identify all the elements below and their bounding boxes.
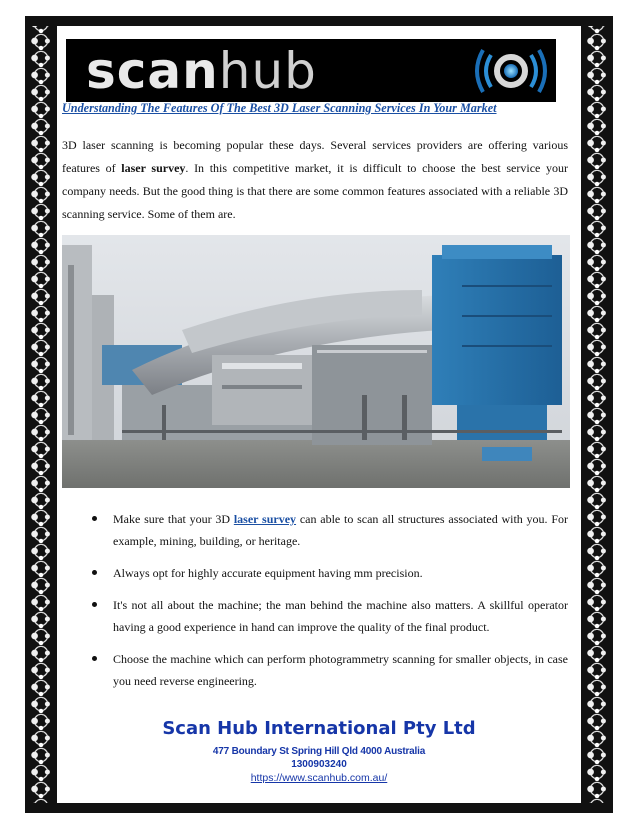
ornamental-border-top: [25, 16, 613, 26]
scanner-waves-icon: [471, 45, 551, 97]
article-title: Understanding The Features Of The Best 3D Laser Scanning Services In Your Market: [62, 101, 497, 115]
industrial-plant-photo: [62, 235, 570, 488]
bullet-dot-icon: [92, 602, 97, 607]
list-item: [92, 648, 568, 692]
logo-wordmark-light: hub: [218, 42, 317, 100]
list-item: [92, 562, 568, 584]
list-item-text: Choose the machine which can perform photogrammetry scanning for smaller objects, in case you need reverse engineering.: [113, 652, 568, 688]
company-address: 477 Boundary St Spring Hill Qld 4000 Australia: [212, 746, 426, 757]
intro-bold-term: laser survey: [121, 161, 186, 175]
intro-paragraph: [62, 134, 568, 226]
bullet-dot-icon: [92, 656, 97, 661]
ornamental-border-right: [581, 16, 613, 813]
intro-text-2: . In this competitive market, it is difficult to choose the best service your company needs. But the good thing is that there are some common features associated with a reliable 3D scanning service. Some of them are.: [62, 161, 569, 221]
bullet-dot-icon: [92, 570, 97, 575]
scanhub-logo: [66, 39, 556, 102]
intro-text-1: 3D laser scanning is becoming popular these days. Several services providers are offering various features of: [62, 138, 568, 175]
bullet-dot-icon: [92, 516, 97, 521]
list-item-text: can able to scan all structures associated with you. For example, mining, building, or heritage.: [113, 512, 568, 548]
company-website-link[interactable]: https://www.scanhub.com.au/: [250, 772, 388, 784]
list-item: [92, 508, 568, 552]
laser-survey-link[interactable]: laser survey: [233, 512, 297, 526]
ornamental-border-bottom: [25, 803, 613, 813]
list-item-text: It's not all about the machine; the man behind the machine also matters. A skillful operator having a good experience in hand can improve the quality of the final product.: [113, 598, 568, 634]
logo-wordmark: [86, 43, 317, 99]
list-item-text: Always opt for highly accurate equipment having mm precision.: [113, 566, 423, 580]
ornamental-border-left: [25, 16, 57, 813]
feature-list: [92, 508, 568, 702]
list-item: [92, 594, 568, 638]
logo-wordmark-bold: scan: [86, 42, 219, 100]
company-phone: 1300903240: [291, 759, 347, 770]
list-item-text: Make sure that your 3D: [113, 512, 234, 526]
company-name: Scan Hub International Pty Ltd: [162, 718, 476, 739]
